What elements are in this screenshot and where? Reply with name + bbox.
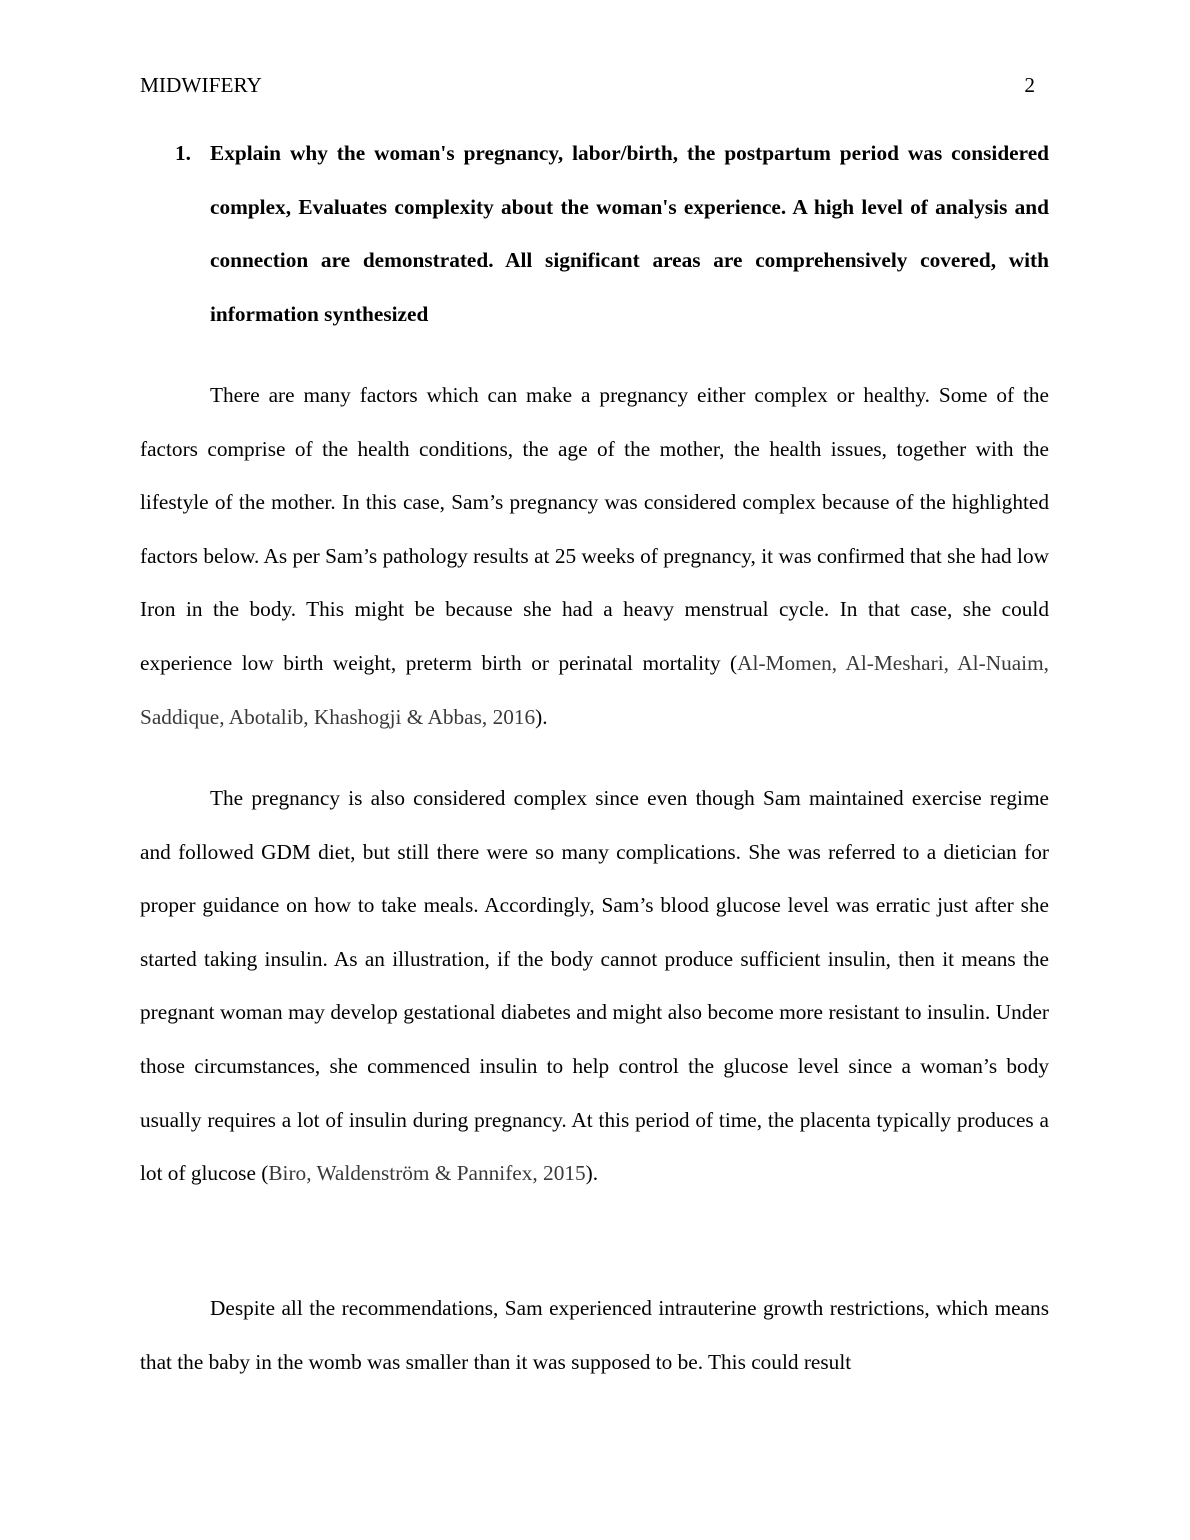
- page-number: 2: [1024, 73, 1035, 97]
- running-head: [140, 70, 1035, 100]
- body-paragraph: [140, 369, 1049, 744]
- paragraph-text: There are many factors which can make a pregnancy either complex or healthy. Some of the factors comprise of the health conditions, the age of the mother, the health issues, together with the lifestyle of the mother. In this case, Sam’s pregnancy was considered complex because of the highlighted factors below. As per Sam’s pathology results at 25 weeks of pregnancy, it was confirmed that she had low Iron in the body. This might be because she had a heavy menstrual cycle. In that case, she could experience low birth weight, preterm birth or perinatal mortality (: [140, 383, 1049, 675]
- paragraph-text-end: ).: [585, 1161, 599, 1186]
- question-number: 1.: [175, 141, 191, 165]
- paragraph-text: Despite all the recommendations, Sam experienced intrauterine growth restrictions, which means that the baby in the womb was smaller than it was supposed to be. This could result: [140, 1296, 1049, 1374]
- body-paragraph: [140, 1282, 1049, 1389]
- question-text: Explain why the woman's pregnancy, labor/birth, the postpartum period was considered complex, Evaluates complexity about the woman's experience. A high level of analysis and connection are demonstrated. All significant areas are comprehensively covered, with information synthesized: [210, 141, 1049, 326]
- question-heading: [175, 127, 1049, 341]
- citation: Biro, Waldenström & Pannifex, 2015: [268, 1161, 586, 1186]
- citation: Al-Momen, Al-Meshari, Al-Nuaim, Saddique, Abotalib, Khashogji & Abbas, 2016: [140, 650, 1049, 729]
- paragraph-text: The pregnancy is also considered complex since even though Sam maintained exercise regime and followed GDM diet, but still there were so many complications. She was referred to a dietician for proper guidance on how to take meals. Accordingly, Sam’s blood glucose level was erratic just after she started taking insulin. As an illustration, if the body cannot produce sufficient insulin, then it means the pregnant woman may develop gestational diabetes and might also become more resistant to insulin. Under those circumstances, she commenced insulin to help control the glucose level since a woman’s body usually requires a lot of insulin during pregnancy. At this period of time, the placenta typically produces a lot of glucose (: [140, 786, 1049, 1186]
- running-title: MIDWIFERY: [140, 73, 262, 97]
- paragraph-text-end: ).: [535, 704, 548, 729]
- body-paragraph: [140, 772, 1049, 1201]
